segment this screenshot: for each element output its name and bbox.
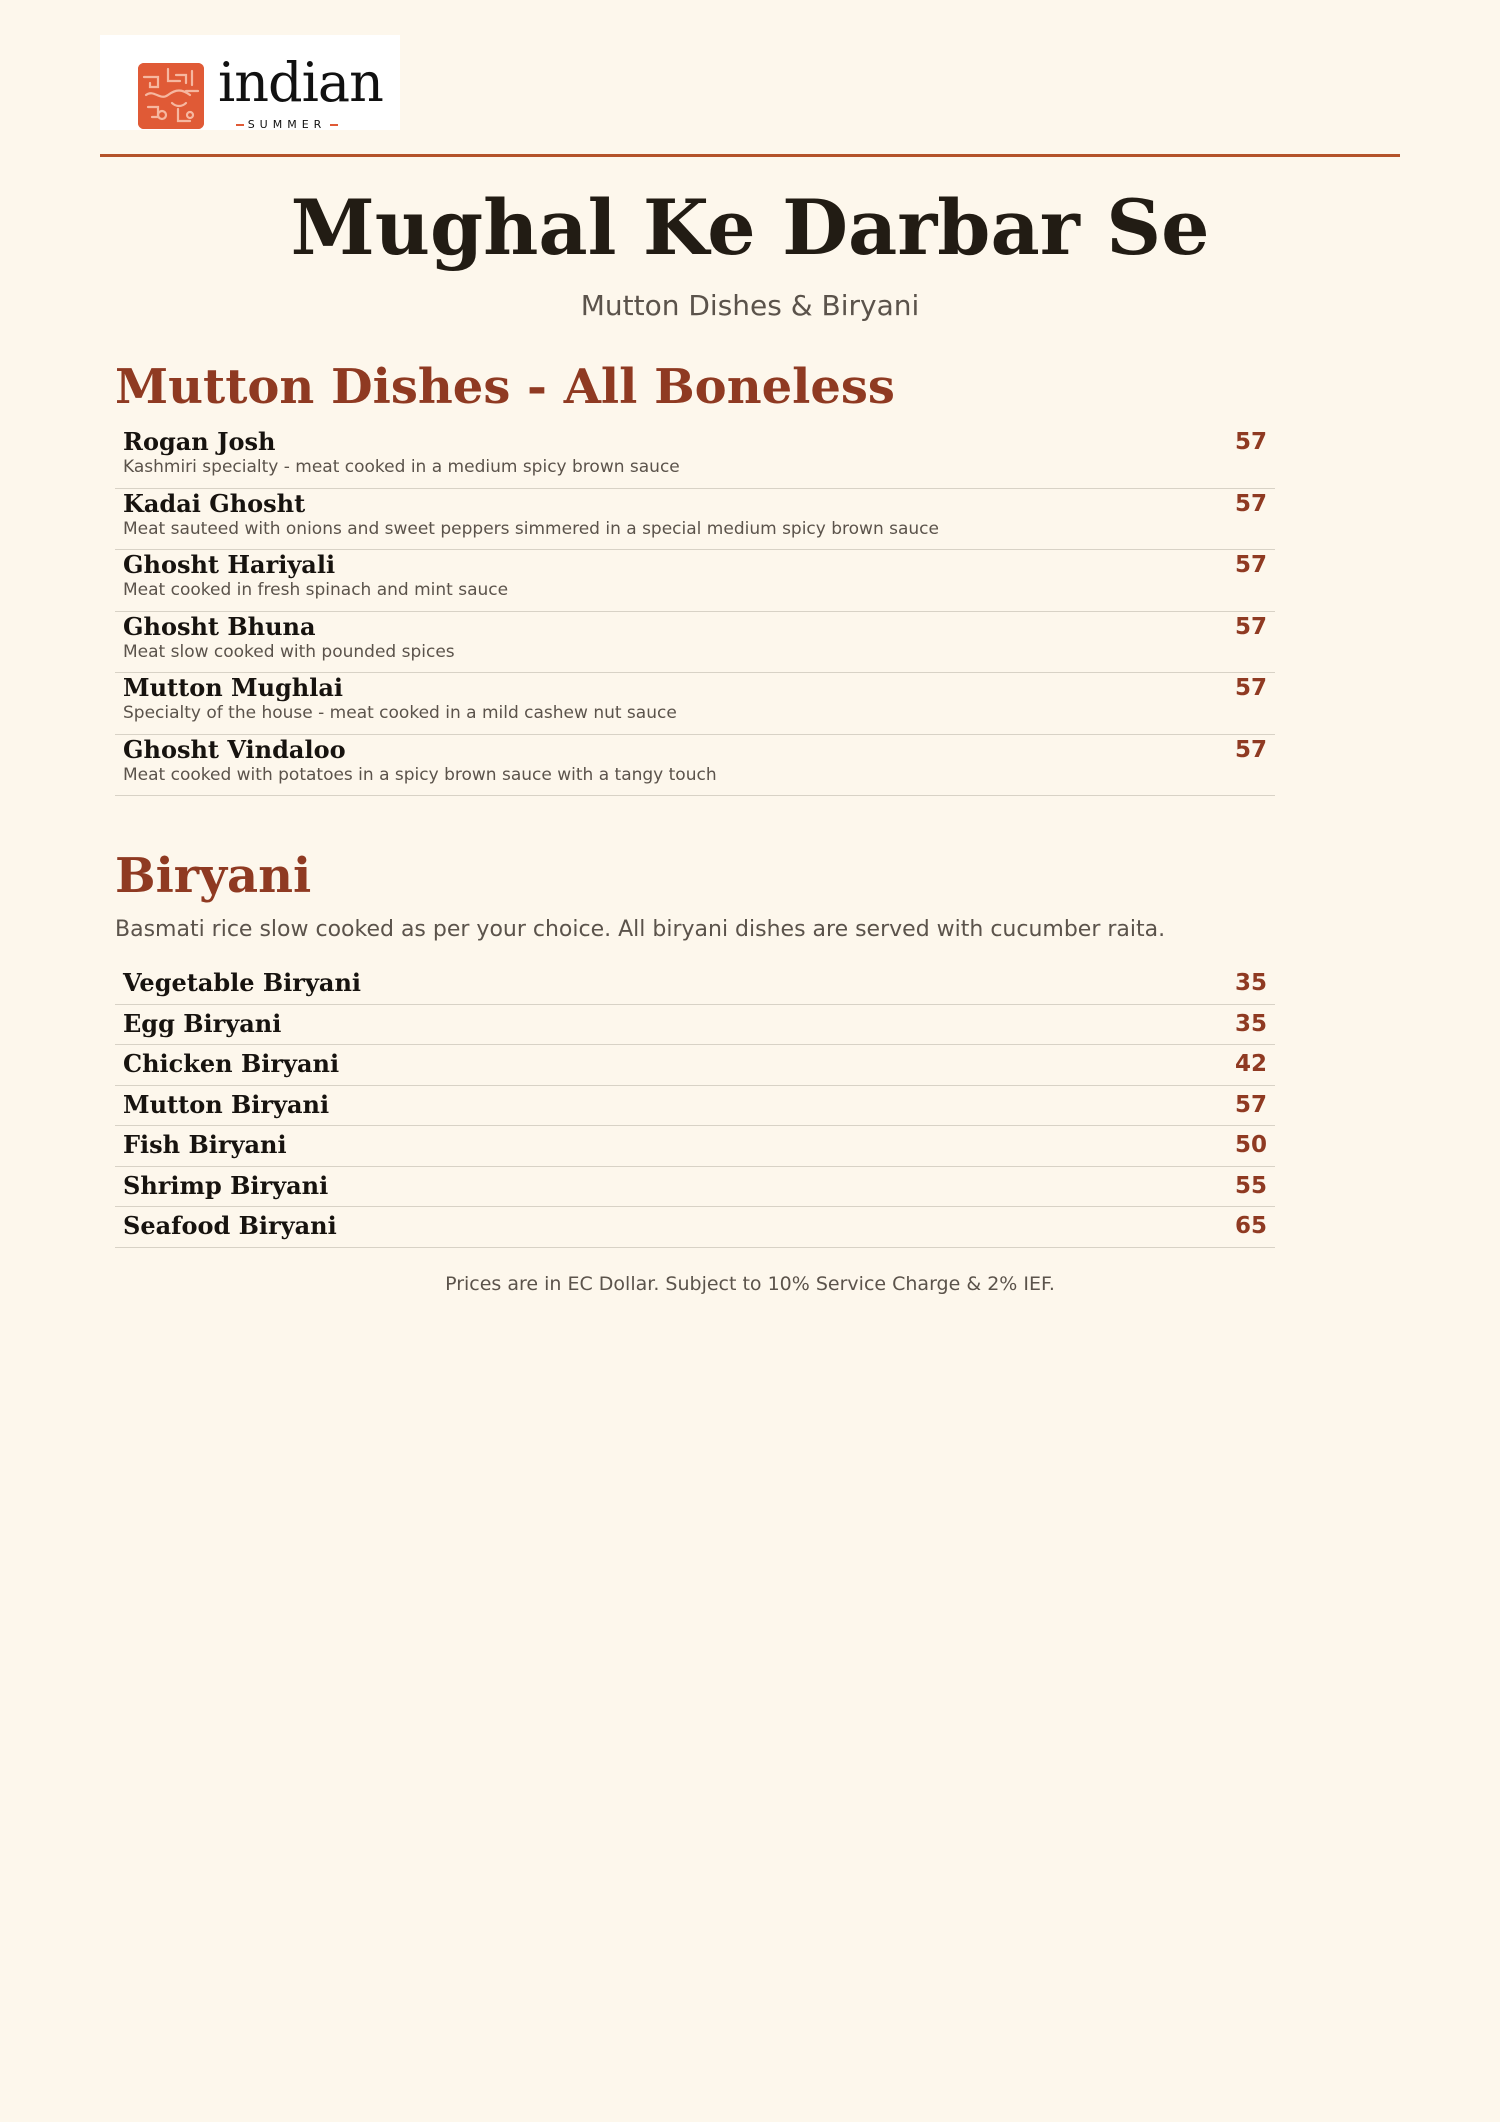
menu-item <box>115 550 1275 612</box>
section-note-biryani: Basmati rice slow cooked as per your choice. All biryani dishes are served with cucumber raita. <box>115 917 1166 942</box>
item-price: 35 <box>1234 1010 1267 1037</box>
item-name: Fish Biryani <box>123 1130 287 1159</box>
section-title-mutton: Mutton Dishes - All Boneless <box>115 359 895 415</box>
item-description: Meat cooked in fresh spinach and mint sauce <box>123 580 509 600</box>
menu-item <box>115 673 1275 735</box>
item-price: 42 <box>1234 1051 1267 1077</box>
item-name: Ghosht Hariyali <box>123 550 336 579</box>
menu-item <box>115 1126 1275 1167</box>
item-name: Ghosht Bhuna <box>123 611 316 641</box>
menu-item <box>115 1207 1275 1248</box>
item-price: 55 <box>1234 1172 1267 1199</box>
menu-item <box>115 964 1275 1005</box>
page-subtitle: Mutton Dishes & Biryani <box>580 289 920 322</box>
item-description: Meat cooked with potatoes in a spicy brown sauce with a tangy touch <box>123 764 717 785</box>
item-name: Ghosht Vindaloo <box>123 734 346 764</box>
item-price: 57 <box>1234 1091 1267 1118</box>
logo-wordmark: indian <box>218 51 383 114</box>
item-name: Mutton Mughlai <box>123 673 344 702</box>
header-divider <box>100 154 1400 157</box>
mutton-menu-list <box>115 427 1275 796</box>
item-name: Kadai Ghosht <box>123 488 306 518</box>
item-price: 57 <box>1234 552 1267 578</box>
item-description: Specialty of the house - meat cooked in a mild cashew nut sauce <box>123 703 677 723</box>
biryani-menu-list <box>115 964 1275 1248</box>
item-name: Egg Biryani <box>123 1008 282 1038</box>
logo-mark-icon <box>138 63 204 129</box>
item-description: Meat sauteed with onions and sweet peppers simmered in a special medium spicy brown sauce <box>123 518 939 539</box>
item-price: 57 <box>1234 429 1267 455</box>
menu-item <box>115 1005 1275 1046</box>
item-price: 50 <box>1234 1132 1267 1158</box>
menu-item <box>115 1045 1275 1086</box>
item-price: 57 <box>1234 490 1267 517</box>
menu-item <box>115 612 1275 674</box>
item-description: Kashmiri specialty - meat cooked in a medium spicy brown sauce <box>123 457 680 477</box>
item-name: Seafood Biryani <box>123 1211 337 1240</box>
logo-subtext: SUMMER <box>222 118 352 131</box>
item-name: Chicken Biryani <box>123 1049 340 1078</box>
menu-item <box>115 735 1275 797</box>
footer-note: Prices are in EC Dollar. Subject to 10% Service Charge & 2% IEF. <box>445 1273 1055 1295</box>
section-title-biryani: Biryani <box>115 848 312 904</box>
item-price: 35 <box>1234 970 1267 996</box>
item-name: Vegetable Biryani <box>123 968 362 997</box>
item-description: Meat slow cooked with pounded spices <box>123 641 455 662</box>
restaurant-logo <box>100 35 400 130</box>
item-price: 57 <box>1234 736 1267 763</box>
item-price: 57 <box>1234 675 1267 701</box>
menu-item <box>115 1086 1275 1127</box>
menu-item <box>115 427 1275 489</box>
item-name: Shrimp Biryani <box>123 1170 329 1200</box>
menu-item <box>115 489 1275 551</box>
item-price: 65 <box>1234 1213 1267 1239</box>
page-title: Mughal Ke Darbar Se <box>290 183 1210 272</box>
item-name: Rogan Josh <box>123 427 276 456</box>
item-price: 57 <box>1234 613 1267 640</box>
menu-item <box>115 1167 1275 1208</box>
item-name: Mutton Biryani <box>123 1089 330 1119</box>
